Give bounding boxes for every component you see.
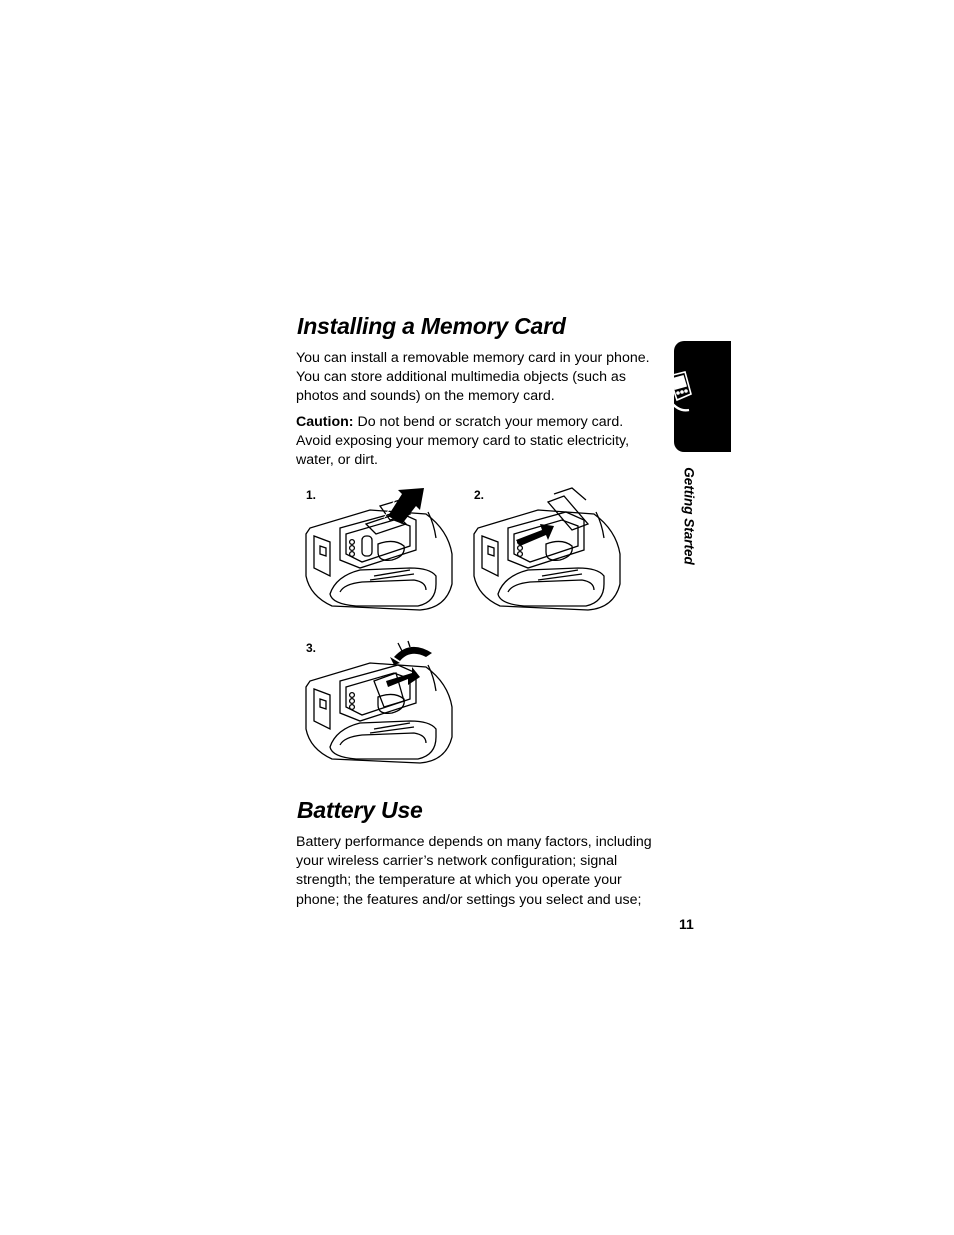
caution-label: Caution: (296, 414, 354, 430)
step-2-label: 2. (474, 488, 485, 502)
step-1-illustration (300, 484, 460, 614)
section-title-memory-card: Installing a Memory Card (297, 313, 566, 339)
step-3-illustration (300, 637, 460, 767)
page-number: 11 (679, 916, 694, 932)
step-3-label: 3. (306, 641, 317, 655)
phone-icon (645, 370, 695, 420)
caution-text: Do not bend or scratch your memory card. Avoid exposing your memory card to static electricity, water, or dirt. (296, 414, 630, 469)
caution-paragraph (296, 413, 656, 471)
section-title-battery-use: Battery Use (297, 797, 423, 823)
chapter-side-label: Getting Started (681, 467, 697, 565)
step-1-label: 1. (306, 488, 317, 502)
battery-use-text: Battery performance depends on many factors, including your wireless carrier’s network configuration; signal strength; the temperature at which you operate your phone; the features and/or settings you select and use; (296, 834, 652, 908)
step-2-illustration (468, 484, 628, 614)
memory-card-intro: You can install a removable memory card in your phone. You can store additional multimedia objects (such as photos and sounds) on the memory card. (296, 350, 650, 405)
